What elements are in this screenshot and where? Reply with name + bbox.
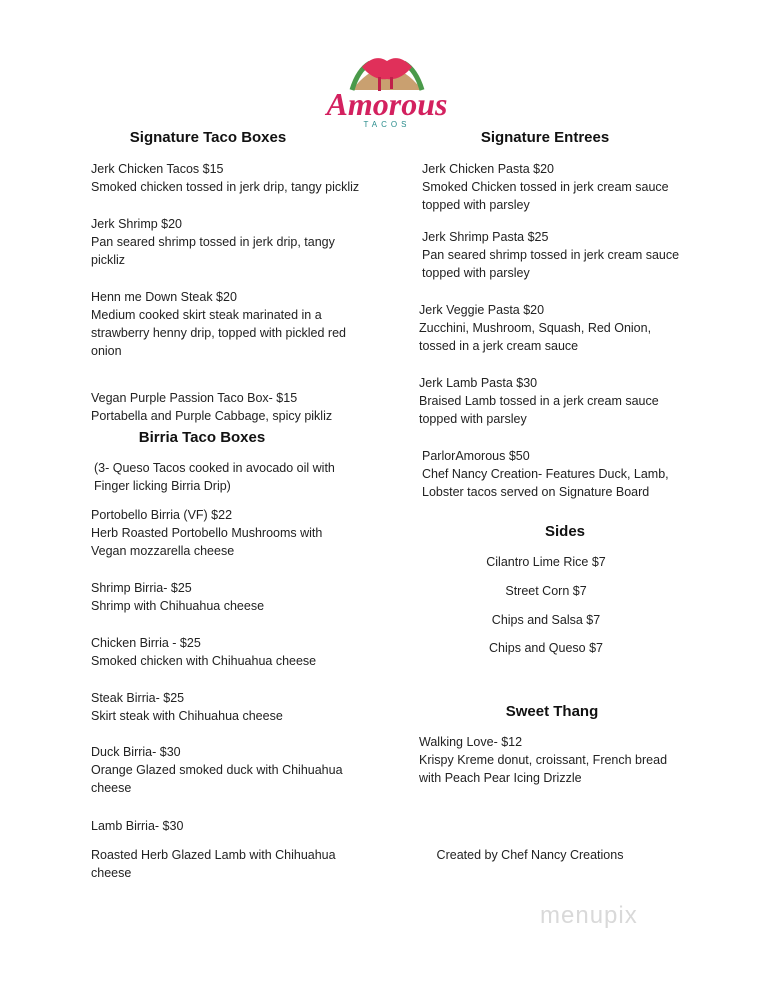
- note-line: Finger licking Birria Drip): [94, 479, 231, 493]
- menu-item: [91, 634, 316, 670]
- description-line: Shrimp with Chihuahua cheese: [91, 599, 265, 613]
- credit-text: Created by Chef Nancy Creations: [436, 848, 624, 862]
- svg-text:Amorous: Amorous: [326, 86, 448, 122]
- description-line: topped with parsley: [422, 198, 530, 212]
- side-item: Chips and Salsa $7: [491, 613, 601, 627]
- description-line: Orange Glazed smoked duck with Chihuahua: [91, 763, 343, 777]
- description-line: cheese: [91, 866, 132, 880]
- dessert-item: [419, 733, 667, 787]
- menu-item: [91, 288, 346, 360]
- menu-item: [422, 160, 669, 214]
- description-line: Skirt steak with Chihuahua cheese: [91, 709, 283, 723]
- birria-note: [94, 459, 335, 495]
- description-line: onion: [91, 344, 122, 358]
- item-name: Shrimp Birria- $25: [91, 581, 192, 595]
- item-name: Walking Love- $12: [419, 735, 523, 749]
- description-line: topped with parsley: [419, 412, 527, 426]
- menu-item: [419, 301, 651, 355]
- description-line: Pan seared shrimp tossed in jerk drip, tangy: [91, 235, 335, 249]
- item-name: Jerk Shrimp $20: [91, 217, 183, 231]
- svg-text:TACOS: TACOS: [363, 120, 411, 129]
- item-name: Jerk Shrimp Pasta $25: [422, 230, 549, 244]
- description-line: Vegan mozzarella cheese: [91, 544, 235, 558]
- description-line: Smoked chicken tossed in jerk drip, tangy pickliz: [91, 180, 360, 194]
- side-item: Cilantro Lime Rice $7: [486, 555, 606, 569]
- note-line: (3- Queso Tacos cooked in avocado oil with: [94, 461, 335, 475]
- item-name: Duck Birria- $30: [91, 745, 181, 759]
- side-item: Chips and Queso $7: [489, 641, 603, 655]
- menupix-watermark: menupix: [540, 902, 638, 929]
- description-line: Smoked chicken with Chihuahua cheese: [91, 654, 317, 668]
- description-line: Medium cooked skirt steak marinated in a: [91, 308, 322, 322]
- item-name: Portobello Birria (VF) $22: [91, 508, 233, 522]
- item-name: Steak Birria- $25: [91, 691, 185, 705]
- description-line: tossed in a jerk cream sauce: [419, 339, 579, 353]
- item-name: Vegan Purple Passion Taco Box- $15: [91, 391, 298, 405]
- description-line: topped with parsley: [422, 266, 530, 280]
- menu-item: [422, 228, 679, 282]
- description-line: Portabella and Purple Cabbage, spicy pikliz: [91, 409, 333, 423]
- description-line: Roasted Herb Glazed Lamb with Chihuahua: [91, 848, 336, 862]
- lamb-birria-description: [91, 846, 336, 882]
- amorous-tacos-logo: [300, 45, 475, 130]
- menu-item: [422, 447, 669, 501]
- item-name: Jerk Chicken Pasta $20: [422, 162, 555, 176]
- description-line: Braised Lamb tossed in a jerk cream sauce: [419, 394, 659, 408]
- menu-item: [91, 506, 322, 560]
- description-line: cheese: [91, 781, 132, 795]
- section-heading-sweet-thang: Sweet Thang: [505, 703, 599, 720]
- item-name: Chicken Birria - $25: [91, 636, 201, 650]
- menu-item: [91, 160, 359, 196]
- menu-item: [91, 389, 332, 425]
- menu-item: [91, 743, 343, 797]
- menu-item: [91, 215, 335, 269]
- description-line: Herb Roasted Portobello Mushrooms with: [91, 526, 323, 540]
- item-name: ParlorAmorous $50: [422, 449, 530, 463]
- item-name: Jerk Chicken Tacos $15: [91, 162, 224, 176]
- description-line: strawberry henny drip, topped with pickled red: [91, 326, 346, 340]
- section-heading-signature-entrees: Signature Entrees: [480, 129, 610, 146]
- menu-item: [419, 374, 659, 428]
- description-line: pickliz: [91, 253, 126, 267]
- description-line: Smoked Chicken tossed in jerk cream sauce: [422, 180, 669, 194]
- menu-item: [91, 689, 283, 725]
- item-name: Henn me Down Steak $20: [91, 290, 237, 304]
- item-name: Lamb Birria- $30: [91, 819, 184, 833]
- description-line: Krispy Kreme donut, croissant, French bread: [419, 753, 668, 767]
- item-name: Jerk Lamb Pasta $30: [419, 376, 538, 390]
- section-heading-birria: Birria Taco Boxes: [138, 429, 266, 446]
- side-item: Street Corn $7: [505, 584, 587, 598]
- description-line: Pan seared shrimp tossed in jerk cream sauce: [422, 248, 680, 262]
- section-heading-sides: Sides: [544, 523, 586, 540]
- description-line: Lobster tacos served on Signature Board: [422, 485, 650, 499]
- description-line: Zucchini, Mushroom, Squash, Red Onion,: [419, 321, 652, 335]
- item-name: Jerk Veggie Pasta $20: [419, 303, 545, 317]
- section-heading-signature-taco-boxes: Signature Taco Boxes: [129, 129, 287, 146]
- menu-item: [91, 579, 264, 615]
- description-line: with Peach Pear Icing Drizzle: [419, 771, 582, 785]
- description-line: Chef Nancy Creation- Features Duck, Lamb,: [422, 467, 669, 481]
- menu-item: [91, 817, 183, 835]
